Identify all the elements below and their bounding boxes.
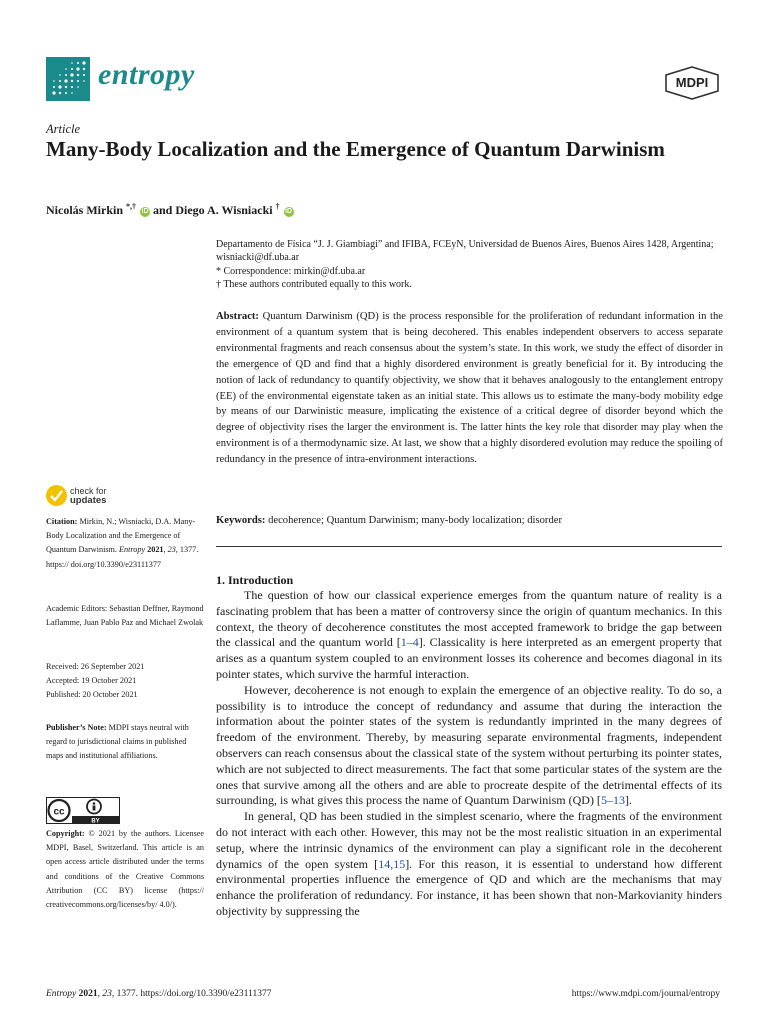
intro-paragraph	[216, 588, 722, 683]
citation-doi[interactable]: , 1377. https:// doi.org/10.3390/e23111377	[46, 545, 199, 569]
keywords-text: decoherence; Quantum Darwinism; many-body localization; disorder	[265, 515, 562, 526]
svg-text:cc: cc	[53, 806, 65, 818]
footer-year: 2021	[76, 989, 98, 999]
academic-editors: Academic Editors: Sebastian Deffner, Raymond Laflamme, Juan Pablo Paz and Michael Zwolak	[46, 604, 204, 628]
footer-journal: Entropy	[46, 989, 77, 999]
citation-journal: Entropy	[119, 545, 146, 555]
published-date: Published: 20 October 2021	[46, 690, 138, 700]
abstract-text: Quantum Darwinism (QD) is the process responsible for the proliferation of redundant information in the environment of a quantum system that is being decohered. This enables independent observers to access separate environmental fragments and reach consensus about the system’s state. In this work, we study the effect of disorder in the emergence of QD and find that a highly disordered environment is greatly beneficial for it. By introducing the notion of lack of redundancy to quantify objectivity, we show that it behaves analogously to the entanglement entropy (EE) of the environmental eigenstate taken as an initial state. This allows us to estimate the many-body mobility edge by means of our Darwinistic measure, implicating the existence of a critical degree of disorder beyond which the degree of objectivity rises the larger the environment is. The latter hints the key role that disorder may play when the environment is of a thermodynamic size. At last, we show that a highly disordered evolution may reduce the spoiling of redundancy in the presence of intra-environment interactions.	[216, 311, 723, 466]
introduction-body	[216, 588, 722, 920]
equal-contribution-note: † These authors contributed equally to this work.	[216, 278, 412, 290]
received-date: Received: 26 September 2021	[46, 662, 145, 671]
entropy-logo-icon	[46, 57, 90, 101]
affiliation: Departamento de Física “J. J. Giambiagi” and IFIBA, FCEyN, Universidad de Buenos Aires, Buenos Aires 1428, Argentina; wisniacki@df.uba.ar	[216, 239, 714, 264]
author-marks: *,†	[126, 202, 136, 211]
author-list	[46, 202, 294, 218]
intro-text: The question of how our classical experience emerges from the quantum nature of reality is a fascinating problem that has been a matter of controversy since the origin of quantum mechanics. In this context, the theory of decoherence constitutes the most accepted framework to bridge the gap between the classical and the quantum world [	[216, 588, 722, 650]
footer-doi[interactable]: , 1377. https://doi.org/10.3390/e23111377	[111, 989, 272, 999]
cc-by-license-icon[interactable]	[46, 797, 120, 824]
intro-text: However, decoherence is not enough to explain the emergence of an objective reality. To do so, a possibility is to introduce the concept of redundancy and assume that during the interaction the information about the pointer states of the system is redundantly imprinted in the many degrees of freedom of the environment. Thereby, by measuring separate environmental fragments, independent observers can reach consensus about the classical state of the system without perturbing its pointer states, which are not subjected to direct measurements. The fact that some particular states of the system are the ones that survive among all the others and are able to procreate despite of the detrimental effects of its surrounding, is what gives this process the name of Quantum Darwinism (QD) [	[216, 682, 722, 808]
orcid-icon[interactable]: iD	[285, 208, 293, 215]
footer-citation	[46, 989, 271, 999]
citation-block	[46, 515, 204, 572]
intro-text: ].	[624, 793, 632, 808]
check-updates-bottom: updates	[70, 495, 107, 506]
copyright-text: © 2021 by the authors. Licensee MDPI, Basel, Switzerland. This article is an open access article distributed under the terms and conditions of the Creative Commons Attribution (CC BY) license (https:// creativecommons.org/licenses/by/ 4.0/).	[46, 829, 204, 910]
publisher-note-label: Publisher’s Note:	[46, 723, 107, 732]
citation-label: Citation:	[46, 517, 78, 526]
check-updates-label	[70, 487, 107, 505]
intro-text: In general, QD has been studied in the simplest scenario, where the fragments of the environment do not interact with each other. However, this may not be the most realistic situation in an experimental setup, where the intrinsic dynamics of the environment can play a significant role in the decoherent dynamics of the open system [	[216, 809, 722, 871]
accepted-date: Accepted: 19 October 2021	[46, 676, 137, 686]
copyright-label: Copyright:	[46, 829, 85, 838]
author-marks: †	[275, 202, 280, 211]
journal-name: entropy	[98, 58, 195, 91]
publisher-note	[46, 721, 204, 764]
article-title: Many-Body Localization and the Emergence of Quantum Darwinism	[46, 137, 665, 161]
article-type: Article	[46, 122, 81, 136]
citation-link[interactable]: 1–4	[400, 635, 419, 650]
footer-volume: , 23	[97, 989, 112, 999]
abstract	[216, 309, 723, 468]
abstract-label: Abstract:	[216, 311, 259, 322]
correspondence: * Correspondence: mirkin@df.uba.ar	[216, 265, 366, 277]
citation-volume: , 23	[163, 545, 176, 555]
citation-text: Mirkin, N.; Wisniacki, D.A. Many-Body Localization and the Emergence of Quantum Darwinism.	[46, 517, 196, 555]
citation-link[interactable]: 14,15	[378, 856, 406, 871]
footer-journal-url[interactable]: https://www.mdpi.com/journal/entropy	[571, 989, 720, 999]
cc-by-label: BY	[91, 818, 100, 824]
mdpi-logo-text: MDPI	[675, 75, 709, 90]
check-updates-icon	[46, 485, 67, 506]
section-heading: 1. Introduction	[216, 573, 294, 587]
orcid-icon[interactable]: iD	[141, 208, 149, 215]
keywords	[216, 513, 723, 529]
keywords-label: Keywords:	[216, 515, 266, 526]
dates-block	[46, 660, 204, 703]
author-joiner: and	[153, 203, 176, 217]
intro-paragraph	[216, 809, 722, 920]
intro-text: ]. For this reason, it is essential to understand how different environmental properties influence the emergence of QD and which are the mechanisms that may enhance the proliferation of redundancy. For instance, it has been shown that non-Markovianity hinders objectivity by suppressing the	[216, 856, 722, 918]
citation-link[interactable]: 5–13	[600, 793, 625, 808]
author-name: Diego A. Wisniacki	[175, 203, 273, 217]
mdpi-logo	[664, 66, 720, 100]
intro-text: ]. Classicality is here interpreted as an emergent property that arises as a quantum system coupled to an environment losses its coherence and becomes diagonal in its pointer states, which survive the harmful interaction.	[216, 635, 722, 681]
author-name: Nicolás Mirkin	[46, 203, 123, 217]
affiliation-block	[216, 238, 726, 291]
section-divider	[216, 546, 722, 547]
check-updates-top: check for	[70, 486, 107, 496]
copyright-block	[46, 827, 204, 912]
intro-paragraph	[216, 683, 722, 809]
publisher-note-text: MDPI stays neutral with regard to jurisdictional claims in published maps and institutional affiliations.	[46, 723, 189, 761]
citation-year: 2021	[145, 545, 164, 555]
